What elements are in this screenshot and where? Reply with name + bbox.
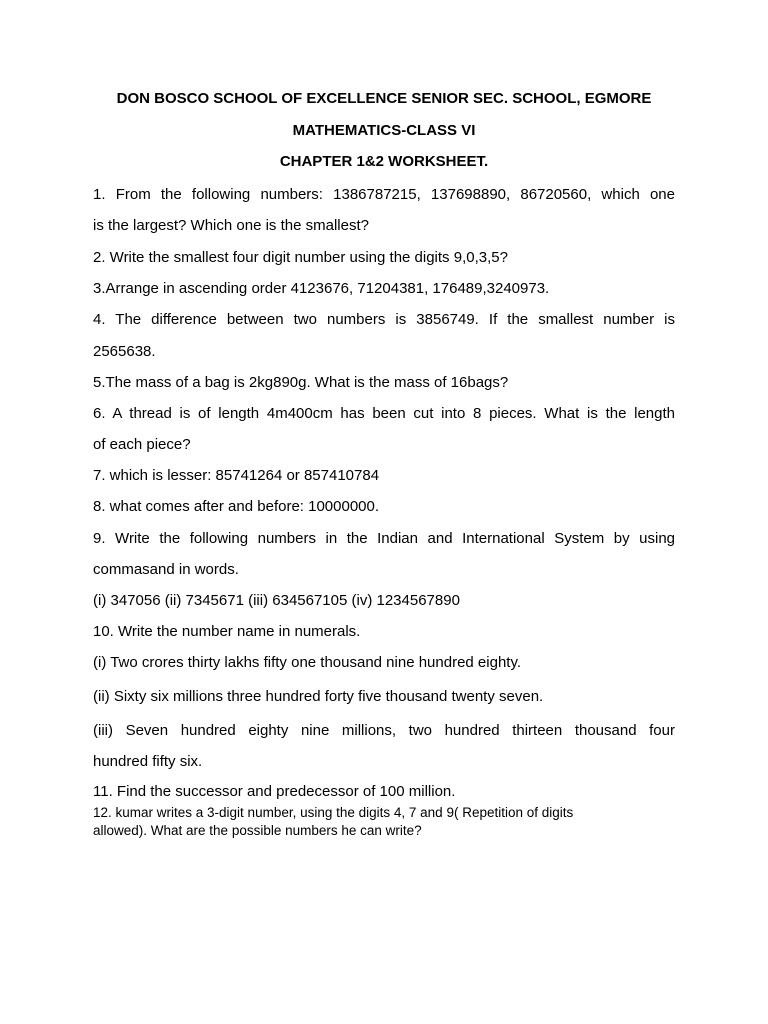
question-12-line-2: allowed). What are the possible numbers he can write? [93, 823, 422, 838]
question-11: 11. Find the successor and predecessor of 100 million. [93, 783, 456, 800]
question-10-part-3-line-1: (iii) Seven hundred eighty nine millions, two hundred thirteen thousand four [93, 722, 675, 739]
question-10-part-2: (ii) Sixty six millions three hundred forty five thousand twenty seven. [93, 688, 544, 705]
question-10-part-3-line-2: hundred fifty six. [93, 753, 203, 770]
school-name-heading: DON BOSCO SCHOOL OF EXCELLENCE SENIOR SEC. SCHOOL, EGMORE [116, 90, 652, 107]
question-9-line-2: commasand in words. [93, 561, 239, 578]
question-7: 7. which is lesser: 85741264 or 857410784 [93, 467, 380, 484]
question-4-line-1: 4. The difference between two numbers is 3856749. If the smallest number is [93, 311, 675, 328]
question-4-line-2: 2565638. [93, 343, 156, 360]
question-6-line-1: 6. A thread is of length 4m400cm has been cut into 8 pieces. What is the length [93, 405, 675, 422]
chapter-heading: CHAPTER 1&2 WORKSHEET. [279, 153, 489, 170]
question-1-line-1: 1. From the following numbers: 1386787215, 137698890, 86720560, which one [93, 186, 675, 203]
question-9-parts: (i) 347056 (ii) 7345671 (iii) 634567105 (iv) 1234567890 [93, 592, 460, 609]
question-6-line-2: of each piece? [93, 436, 191, 453]
question-8: 8. what comes after and before: 10000000. [93, 498, 380, 515]
subject-heading: MATHEMATICS-CLASS VI [292, 122, 476, 139]
question-9-line-1: 9. Write the following numbers in the Indian and International System by using [93, 530, 675, 547]
question-10-prompt: 10. Write the number name in numerals. [93, 623, 361, 640]
question-1-line-2: is the largest? Which one is the smallest? [93, 217, 369, 234]
question-3: 3.Arrange in ascending order 4123676, 71204381, 176489,3240973. [93, 280, 550, 297]
question-2: 2. Write the smallest four digit number using the digits 9,0,3,5? [93, 249, 508, 266]
question-10-part-1: (i) Two crores thirty lakhs fifty one thousand nine hundred eighty. [93, 654, 522, 671]
question-12-line-1: 12. kumar writes a 3-digit number, using the digits 4, 7 and 9( Repetition of digits [93, 805, 574, 820]
question-5: 5.The mass of a bag is 2kg890g. What is the mass of 16bags? [93, 374, 509, 391]
